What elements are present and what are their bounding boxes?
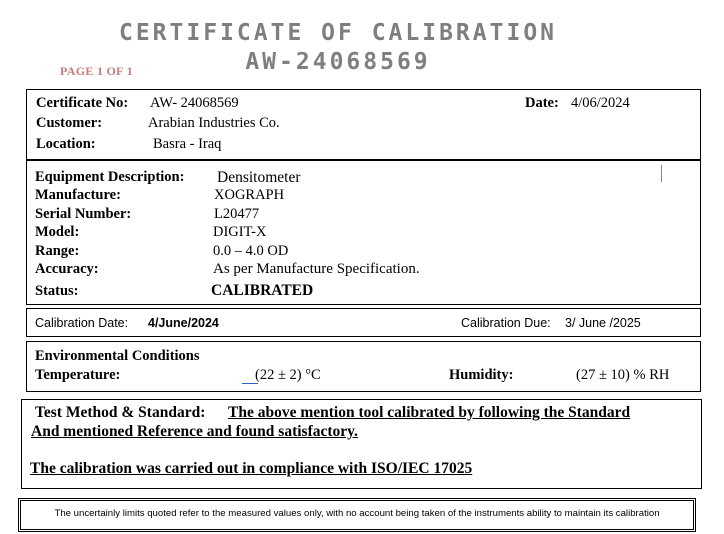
calibration-date-label: Calibration Date:	[35, 316, 129, 330]
serial-number-value: L20477	[214, 206, 260, 222]
equipment-box	[26, 160, 701, 305]
customer-label: Customer:	[36, 115, 103, 131]
location-label: Location:	[36, 136, 96, 152]
environment-heading: Environmental Conditions	[35, 348, 200, 364]
calibration-due-label: Calibration Due:	[461, 316, 551, 330]
model-value: DIGIT-X	[213, 224, 267, 240]
status-value: CALIBRATED	[211, 282, 314, 299]
date-label: Date:	[525, 95, 559, 111]
calibration-due-value: 3/ June /2025	[565, 316, 641, 330]
manufacture-value: XOGRAPH	[214, 187, 285, 203]
manufacture-label: Manufacture:	[35, 187, 121, 203]
certificate-info-box	[26, 89, 701, 160]
accuracy-value: As per Manufacture Specification.	[213, 261, 420, 277]
calibration-dates-box	[26, 308, 701, 337]
equipment-description-label: Equipment Description:	[35, 169, 185, 185]
test-method-text-line1: The above mention tool calibrated by following the Standard	[228, 404, 631, 421]
cert-no-value: AW- 24068569	[150, 95, 239, 111]
footer-note-box	[18, 498, 696, 532]
page-number: PAGE 1 OF 1	[60, 64, 133, 78]
footer-note: The uncertainly limits quoted refer to the measured values only, with no account being taken of the instruments ability to maintain its calibration	[54, 508, 660, 519]
test-method-label: Test Method & Standard:	[35, 404, 206, 421]
date-value: 4/06/2024	[571, 95, 630, 111]
location-value: Basra - Iraq	[153, 136, 222, 152]
test-method-box	[21, 399, 702, 489]
environment-box	[26, 341, 701, 392]
cert-no-label: Certificate No:	[36, 95, 129, 111]
calibration-date-value: 4/June/2024	[148, 316, 219, 330]
compliance-statement: The calibration was carried out in compliance with ISO/IEC 17025	[30, 460, 473, 477]
equipment-description-value: Densitometer	[217, 169, 301, 186]
temperature-label: Temperature:	[35, 367, 121, 383]
range-value: 0.0 – 4.0 OD	[213, 243, 289, 259]
range-label: Range:	[35, 243, 80, 259]
certificate-code-heading: AW-24068569	[245, 49, 431, 75]
serial-number-label: Serial Number:	[35, 206, 132, 222]
test-method-text-line2: And mentioned Reference and found satisfactory.	[31, 423, 358, 440]
accuracy-label: Accuracy:	[35, 261, 99, 277]
customer-value: Arabian Industries Co.	[148, 115, 280, 131]
humidity-label: Humidity:	[449, 367, 514, 383]
certificate-title: CERTIFICATE OF CALIBRATION	[118, 20, 558, 46]
model-label: Model:	[35, 224, 80, 240]
status-label: Status:	[35, 283, 79, 299]
humidity-value: (27 ± 10) % RH	[576, 367, 670, 383]
temperature-value: (22 ± 2) °C	[255, 367, 321, 383]
divider-tick	[661, 165, 662, 182]
